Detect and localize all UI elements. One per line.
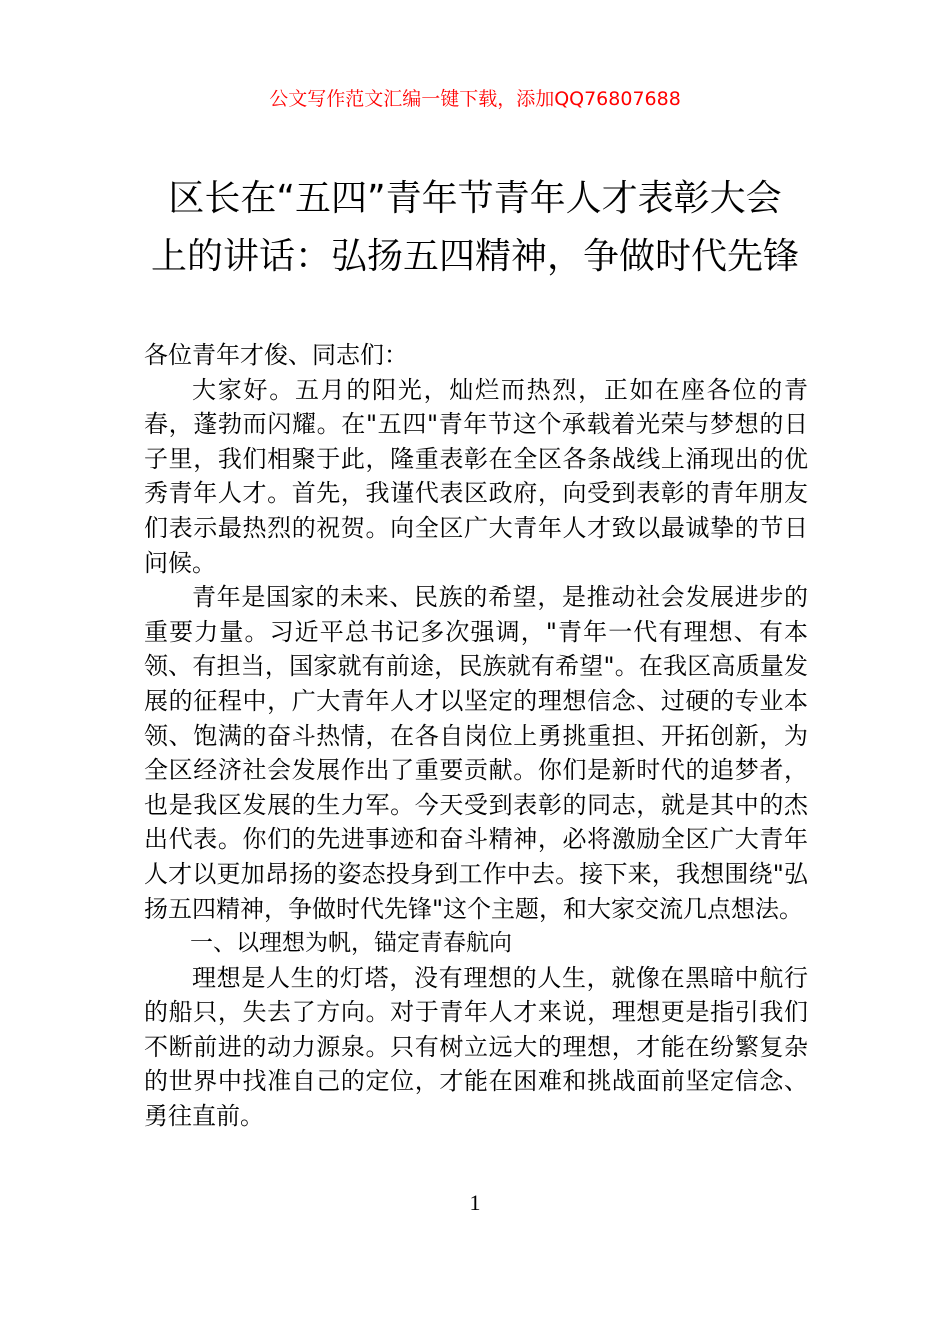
section-heading-1: 一、以理想为帆，锚定青春航向 — [190, 930, 512, 957]
paragraph-ideals: 理想是人生的灯塔，没有理想的人生，就像在黑暗中航行的船只，失去了方向。对于青年人才来说，理想更是指引我们不断前进的动力源泉。只有树立远大的理想，才能在纷繁复杂的世界中找准自己的定位，才能在困难和挑战面前坚定信念、勇往直前。 — [144, 963, 808, 1131]
paragraph-greeting: 大家好。五月的阳光，灿烂而热烈，正如在座各位的青春，蓬勃而闪耀。在"五四"青年节这个承载着光荣与梦想的日子里，我们相聚于此，隆重表彰在全区各条战线上涌现出的优秀青年人才。首先，我谨代表区政府，向受到表彰的青年朋友们表示最热烈的祝贺。向全区广大青年人才致以最诚挚的节日问候。 — [144, 375, 808, 577]
title-line-2: 上的讲话：弘扬五四精神，争做时代先锋 — [150, 236, 799, 277]
paragraph-youth-role: 青年是国家的未来、民族的希望，是推动社会发展进步的重要力量。习近平总书记多次强调，"青年一代有理想、有本领、有担当，国家就有前途，民族就有希望"。在我区高质量发展的征程中，广大青年人才以坚定的理想信念、过硬的专业本领、饱满的奋斗热情，在各自岗位上勇挑重担、开拓创新，为全区经济社会发展作出了重要贡献。你们是新时代的追梦者，也是我区发展的生力军。今天受到表彰的同志，就是其中的杰出代表。你们的先进事迹和奋斗精神，必将激励全区广大青年人才以更加昂扬的姿态投身到工作中去。接下来，我想围绕"弘扬五四精神，争做时代先锋"这个主题，和大家交流几点想法。 — [144, 583, 808, 923]
download-notice: 公文写作范文汇编一键下载，添加QQ76807688 — [269, 88, 681, 110]
title-line-1: 区长在“五四”青年节青年人才表彰大会 — [168, 178, 782, 219]
document-title — [140, 170, 810, 286]
salutation: 各位青年才俊、同志们： — [144, 341, 408, 369]
speech-body — [144, 338, 808, 1134]
page-number: 1 — [469, 1190, 481, 1215]
